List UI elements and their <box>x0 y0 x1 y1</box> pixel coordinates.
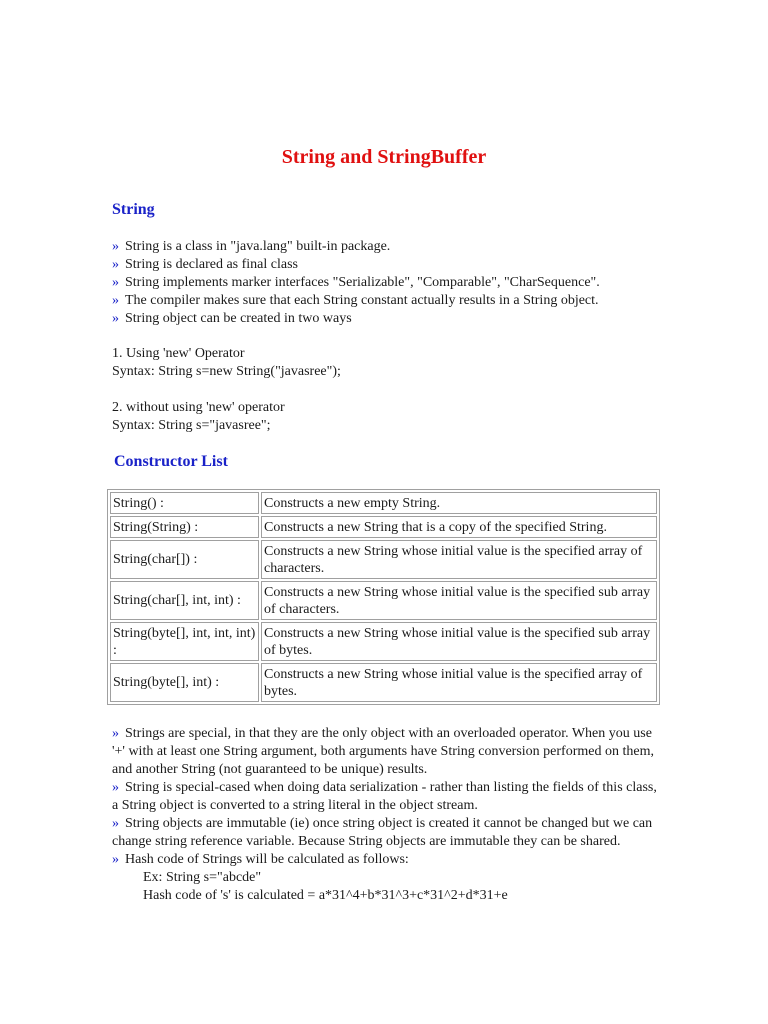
page-title: String and StringBuffer <box>281 146 487 168</box>
bullet-icon: » <box>112 257 119 272</box>
constructor-signature: String(String) : <box>110 516 259 538</box>
way2-heading: 2. without using 'new' operator <box>112 400 285 415</box>
constructor-signature: String(byte[], int) : <box>110 663 259 702</box>
string-notes <box>112 725 657 905</box>
constructor-description: Constructs a new String whose initial value is the specified array of characters. <box>261 540 657 579</box>
constructor-description: Constructs a new String whose initial value is the specified array of bytes. <box>261 663 657 702</box>
table-row <box>110 581 657 620</box>
way1-syntax: Syntax: String s=new String("javasree"); <box>112 364 341 379</box>
bullet-icon: » <box>112 311 119 326</box>
table-row <box>110 516 657 538</box>
creation-way-new <box>112 345 672 381</box>
bullet-icon: » <box>112 293 119 308</box>
list-item: » The compiler makes sure that each String constant actually results in a String object. <box>112 293 599 308</box>
constructor-description: Constructs a new String whose initial value is the specified sub array of characters. <box>261 581 657 620</box>
bullet-icon: » <box>112 275 119 290</box>
note-paragraph: » Strings are special, in that they are the only object with an overloaded operator. When you use '+' with at least one String argument, both arguments have String conversion performed on them, and another String (not guaranteed to be unique) results. <box>112 726 654 777</box>
bullet-icon: » <box>112 726 119 741</box>
constructor-description: Constructs a new String that is a copy of the specified String. <box>261 516 657 538</box>
constructor-signature: String(byte[], int, int, int) : <box>110 622 259 661</box>
list-item: » String is a class in "java.lang" built-in package. <box>112 239 391 254</box>
string-bullet-list <box>112 238 672 328</box>
table-row <box>110 622 657 661</box>
note-paragraph: » String is special-cased when doing data serialization - rather than listing the fields of this class, a String object is converted to a string literal in the object stream. <box>112 780 657 813</box>
constructor-signature: String() : <box>110 492 259 514</box>
section-heading-string: String <box>112 201 155 218</box>
bullet-icon: » <box>112 780 119 795</box>
section-heading-constructors: Constructor List <box>114 453 228 470</box>
table-row <box>110 540 657 579</box>
hash-formula: Hash code of 's' is calculated = a*31^4+b*31^3+c*31^2+d*31+e <box>143 888 508 903</box>
constructor-description: Constructs a new String whose initial value is the specified sub array of bytes. <box>261 622 657 661</box>
table-row <box>110 663 657 702</box>
constructor-signature: String(char[]) : <box>110 540 259 579</box>
table-row <box>110 492 657 514</box>
list-item: » String object can be created in two ways <box>112 311 352 326</box>
bullet-icon: » <box>112 816 119 831</box>
constructor-description: Constructs a new empty String. <box>261 492 657 514</box>
constructor-table <box>107 489 660 705</box>
hash-example: Ex: String s="abcde" <box>143 870 262 885</box>
bullet-icon: » <box>112 239 119 254</box>
way2-syntax: Syntax: String s="javasree"; <box>112 418 271 433</box>
creation-way-literal <box>112 399 672 435</box>
way1-heading: 1. Using 'new' Operator <box>112 346 245 361</box>
list-item: » String is declared as final class <box>112 257 299 272</box>
bullet-icon: » <box>112 852 119 867</box>
note-paragraph: » String objects are immutable (ie) once string object is created it cannot be changed but we can change string reference variable. Because String objects are immutable they can be shared. <box>112 816 653 849</box>
constructor-signature: String(char[], int, int) : <box>110 581 259 620</box>
list-item: » String implements marker interfaces "Serializable", "Comparable", "CharSequence". <box>112 275 600 290</box>
note-paragraph: » Hash code of Strings will be calculated as follows: <box>112 852 409 867</box>
